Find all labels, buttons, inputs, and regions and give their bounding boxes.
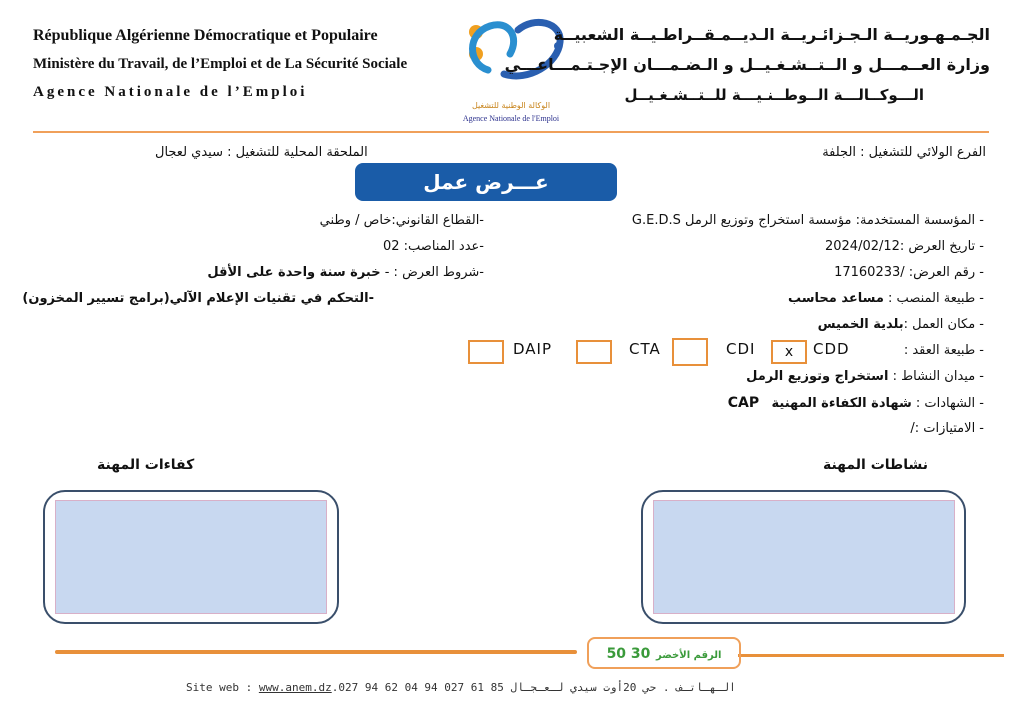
ar-agency: الـــوكــالـــة الــوطــنـيـــة للــتــشـغـيــل	[624, 86, 924, 104]
offer-date-field	[424, 234, 984, 260]
fr-republic: République Algérienne Démocratique et Populaire	[33, 27, 378, 44]
employer-field: - المؤسسة المستخدمة: مؤسسة استخراج وتوزيع الرمل G.E.D.S	[631, 213, 984, 228]
contract-cdi-label: CDI	[726, 340, 756, 358]
privileges-field: - الامتيازات :/	[910, 421, 984, 436]
green-number-value: 30 50	[606, 646, 651, 662]
post-value: مساعد محاسب	[787, 291, 884, 306]
local-office: الملحقة المحلية للتشغيل : سيدي لعجال	[155, 145, 368, 160]
footer-divider-right	[738, 654, 1004, 657]
positions-field: -عدد المناصب: 02	[382, 239, 484, 254]
conditions-label: -شروط العرض : -	[384, 265, 484, 280]
offer-details-left	[22, 208, 484, 312]
footer-site-label: Site web :	[186, 681, 259, 694]
website-link[interactable]: www.anem.dz	[258, 681, 332, 694]
post-label: - طبيعة المنصب :	[888, 291, 984, 306]
branch-office: الفرع الولائي للتشغيل : الجلفة	[822, 145, 986, 160]
offer-date-value: 2024/02/12	[824, 239, 900, 254]
contract-label: - طبيعة العقد :	[903, 343, 984, 358]
post-field	[424, 286, 984, 312]
offer-date-label: - تاريخ العرض :	[899, 239, 984, 254]
offer-number-field	[424, 260, 984, 286]
sector-field: -القطاع القانوني:خاص / وطني	[319, 213, 484, 228]
offer-number-label: - رقم العرض: /	[900, 265, 984, 280]
activities-content-area[interactable]	[653, 500, 955, 614]
diploma-code: CAP	[727, 395, 760, 411]
conditions-field	[44, 260, 484, 286]
diploma-field	[424, 390, 984, 416]
offer-number-value: 17160233	[834, 265, 901, 280]
fr-ministry: Ministère du Travail, de l’Emploi et de La Sécurité Sociale	[33, 56, 408, 72]
activities-panel	[641, 490, 966, 624]
conditions-line2: -التحكم في تقنيات الإعلام الآلي(برامج تسيير المخزون)	[22, 291, 374, 306]
logo-caption-fr: Agence Nationale de l'Emploi	[462, 114, 560, 123]
offer-details-right	[424, 208, 984, 442]
arabic-header	[505, 20, 990, 110]
workplace-field	[424, 312, 984, 338]
diploma-label: - الشهادات :	[915, 396, 984, 411]
green-number-label: الرقم الأخضر	[655, 650, 722, 661]
checkbox-daip[interactable]	[468, 340, 504, 364]
workplace-value: بلدية الخميس	[817, 317, 904, 332]
ar-republic: الجـمـهـوريــة الـجـزائـريــة الـديــمـقــراطـيــة الشعبيــة	[553, 25, 990, 44]
footer-divider-left	[55, 650, 577, 654]
activity-value: استخراج وتوزيع الرمل	[746, 369, 889, 384]
conditions-value: خبرة سنة واحدة على الأقل	[207, 265, 381, 280]
checkbox-cdi[interactable]	[672, 338, 708, 366]
job-offer-title: عـــرض عمل	[355, 163, 617, 201]
french-header	[33, 22, 407, 106]
skills-content-area[interactable]	[55, 500, 327, 614]
checkbox-cta[interactable]	[576, 340, 612, 364]
fr-agency: Agence Nationale de l’Emploi	[33, 84, 308, 100]
workplace-label: - مكان العمل :	[903, 317, 984, 332]
activities-title: نشاطات المهنة	[822, 457, 928, 473]
green-number-badge	[587, 637, 741, 669]
footer-contact	[186, 681, 736, 694]
contract-daip-label: DAIP	[513, 340, 553, 358]
diploma-value: شهادة الكفاءة المهنية	[771, 396, 912, 411]
ar-ministry: وزارة العــمـــل و الــتــشـغـيــل و الـضـمـــان الإجـتـمـــاعـــي	[504, 55, 990, 74]
contract-cta-label: CTA	[629, 340, 661, 358]
contract-cdd-label: CDD	[813, 340, 850, 358]
skills-title: كفاءات المهنة	[97, 457, 195, 473]
activity-label: - ميدان النشاط :	[892, 369, 984, 384]
logo-caption-ar: الوكالة الوطنية للتشغيل	[471, 101, 551, 110]
skills-panel	[43, 490, 339, 624]
header-divider	[33, 131, 989, 133]
checkbox-cdd[interactable]: x	[771, 340, 807, 364]
footer-address: .027 94 62 04 94 027 61 85 الـهـاتـف . حي 20أوت سيدي لـعـجـال	[331, 681, 736, 694]
activity-field	[424, 364, 984, 390]
